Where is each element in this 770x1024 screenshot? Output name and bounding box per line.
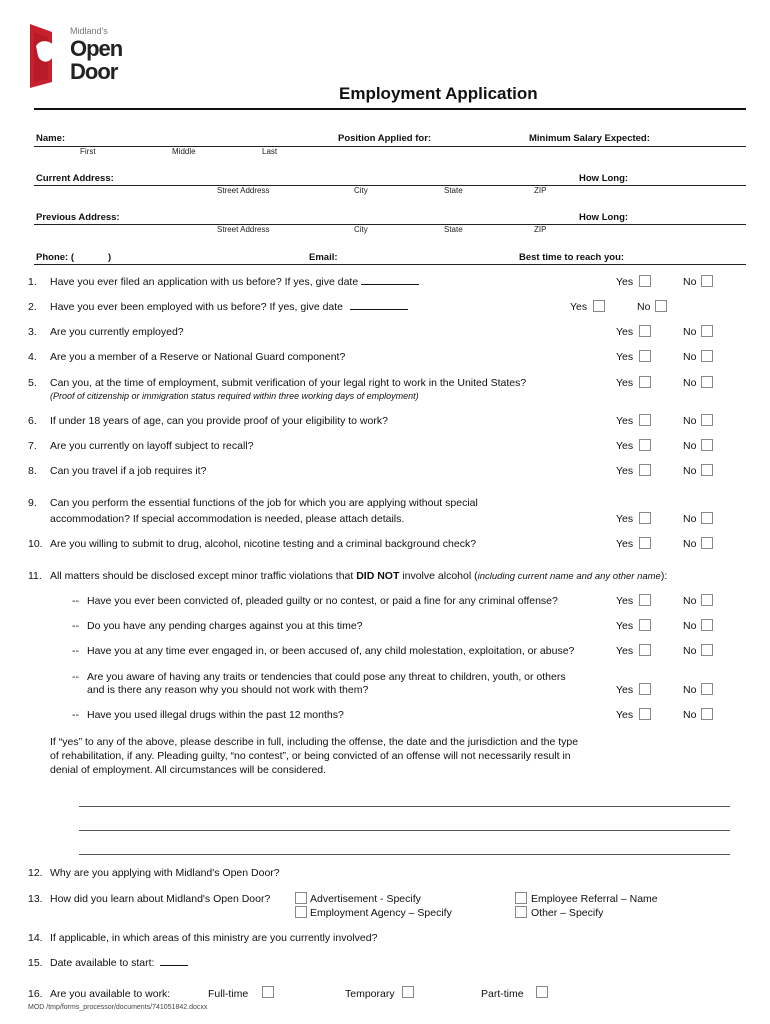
current-address-line[interactable]	[34, 185, 746, 186]
sub1-yes-checkbox[interactable]	[639, 594, 651, 606]
previous-state-caption: State	[444, 225, 463, 234]
q6-number: 6.	[28, 415, 37, 427]
q14-number: 14.	[28, 932, 43, 944]
sub5-text: Have you used illegal drugs within the past 12 months?	[87, 709, 344, 721]
q4-no-checkbox[interactable]	[701, 350, 713, 362]
phone-label: Phone: (	[36, 252, 74, 263]
sub4-text: Are you aware of having any traits or tendencies that could pose any threat to children, youth, or others	[87, 671, 566, 683]
q6-yes-checkbox[interactable]	[639, 414, 651, 426]
q10-yes-checkbox[interactable]	[639, 537, 651, 549]
sub4-yes-checkbox[interactable]	[639, 683, 651, 695]
q5-no-checkbox[interactable]	[701, 376, 713, 388]
sub4-dash: --	[72, 671, 79, 683]
sub1-dash: --	[72, 595, 79, 607]
q4-yes-checkbox[interactable]	[639, 350, 651, 362]
q4-text: Are you a member of a Reserve or National Guard component?	[50, 351, 346, 363]
sub5-dash: --	[72, 709, 79, 721]
q5-yes-checkbox[interactable]	[639, 376, 651, 388]
q16-temporary-label: Temporary	[345, 988, 395, 1000]
q13-other-checkbox[interactable]	[515, 906, 527, 918]
q6-text: If under 18 years of age, can you provide proof of your eligibility to work?	[50, 415, 388, 427]
q11-bold: DID NOT	[356, 570, 400, 582]
logo-small-text: Midland's	[70, 26, 108, 36]
q10-number: 10.	[28, 538, 43, 550]
sub2-yes-checkbox[interactable]	[639, 619, 651, 631]
sub4-text-line2: and is there any reason why you should not work with them?	[87, 684, 369, 696]
q16-parttime-checkbox[interactable]	[536, 986, 548, 998]
sub2-yes-label: Yes	[616, 620, 634, 632]
salary-label: Minimum Salary Expected:	[529, 133, 650, 144]
q3-no-checkbox[interactable]	[701, 325, 713, 337]
position-label: Position Applied for:	[338, 133, 432, 144]
q2-number: 2.	[28, 301, 37, 313]
previous-zip-caption: ZIP	[534, 225, 547, 234]
sub2-no-label: No	[683, 620, 697, 632]
logo-open-text: Open	[70, 36, 123, 61]
q6-no-label: No	[683, 415, 697, 427]
q7-text: Are you currently on layoff subject to recall?	[50, 440, 254, 452]
q13-advertisement-label: Advertisement - Specify	[310, 893, 421, 905]
sub1-text: Have you ever been convicted of, pleaded guilty or no contest, or paid a fine for any criminal offense?	[87, 595, 558, 607]
q8-text: Can you travel if a job requires it?	[50, 465, 207, 477]
q13-referral-checkbox[interactable]	[515, 892, 527, 904]
sub3-dash: --	[72, 645, 79, 657]
q13-advertisement-checkbox[interactable]	[295, 892, 307, 904]
footer-path: MOD /tmp/forms_processor/documents/741051842.docxx	[28, 1004, 208, 1011]
q3-text: Are you currently employed?	[50, 326, 184, 338]
q12-text: Why are you applying with Midland's Open Door?	[50, 867, 280, 879]
sub5-no-checkbox[interactable]	[701, 708, 713, 720]
phone-paren: )	[108, 252, 112, 263]
q12-number: 12.	[28, 867, 43, 879]
q1-number: 1.	[28, 276, 37, 288]
q1-date-blank[interactable]	[361, 284, 419, 285]
sub1-no-checkbox[interactable]	[701, 594, 713, 606]
q16-temporary-checkbox[interactable]	[402, 986, 414, 998]
q15-label: Date available to start:	[50, 957, 155, 969]
q9-number: 9.	[28, 497, 37, 509]
q4-number: 4.	[28, 351, 37, 363]
sub3-no-checkbox[interactable]	[701, 644, 713, 656]
q11-italic: including current name and any other name	[477, 571, 661, 582]
q10-no-checkbox[interactable]	[701, 537, 713, 549]
q8-yes-label: Yes	[616, 465, 634, 477]
previous-street-caption: Street Address	[217, 225, 270, 234]
q16-fulltime-checkbox[interactable]	[262, 986, 274, 998]
q8-yes-checkbox[interactable]	[639, 464, 651, 476]
sub3-yes-label: Yes	[616, 645, 634, 657]
q15-date-blank[interactable]	[160, 965, 188, 966]
explain-answer-line-2[interactable]	[79, 830, 730, 831]
q2-yes-label: Yes	[570, 301, 588, 313]
q3-no-label: No	[683, 326, 697, 338]
q9-yes-checkbox[interactable]	[639, 512, 651, 524]
first-caption: First	[80, 147, 96, 156]
sub3-yes-checkbox[interactable]	[639, 644, 651, 656]
sub5-no-label: No	[683, 709, 697, 721]
name-line[interactable]	[34, 146, 746, 147]
q16-text: Are you available to work:	[50, 988, 171, 1000]
q10-no-label: No	[683, 538, 697, 550]
q9-no-checkbox[interactable]	[701, 512, 713, 524]
q7-yes-label: Yes	[616, 440, 634, 452]
q7-no-label: No	[683, 440, 697, 452]
q1-no-checkbox[interactable]	[701, 275, 713, 287]
sub4-no-label: No	[683, 684, 697, 696]
q13-other-label: Other – Specify	[531, 907, 604, 919]
q11-text	[50, 570, 667, 582]
contact-line[interactable]	[34, 264, 746, 265]
q10-text: Are you willing to submit to drug, alcohol, nicotine testing and a criminal background check?	[50, 538, 477, 550]
q10-yes-label: Yes	[616, 538, 634, 550]
middle-caption: Middle	[172, 147, 196, 156]
sub4-yes-label: Yes	[616, 684, 634, 696]
q11-post: ):	[660, 570, 668, 582]
logo	[30, 24, 140, 88]
q8-no-checkbox[interactable]	[701, 464, 713, 476]
q13-referral-label: Employee Referral – Name	[531, 893, 658, 905]
email-label: Email:	[309, 252, 338, 263]
q13-number: 13.	[28, 893, 43, 905]
q8-no-label: No	[683, 465, 697, 477]
last-caption: Last	[262, 147, 278, 156]
best-time-label: Best time to reach you:	[519, 252, 625, 263]
q3-yes-label: Yes	[616, 326, 634, 338]
q13-agency-label: Employment Agency – Specify	[310, 907, 452, 919]
q11-mid: involve alcohol (	[399, 570, 478, 582]
q9-text-line2: accommodation? If special accommodation is needed, please attach details.	[50, 513, 405, 525]
q5-yes-label: Yes	[616, 377, 634, 389]
q6-no-checkbox[interactable]	[701, 414, 713, 426]
q1-label: Have you ever filed an application with us before? If yes, give date	[50, 276, 359, 288]
explain-line-3: denial of employment. All circumstances will be considered.	[50, 764, 327, 776]
q2-date-blank[interactable]	[350, 309, 408, 310]
q1-yes-label: Yes	[616, 276, 634, 288]
page-title: Employment Application	[339, 84, 538, 103]
q5-no-label: No	[683, 377, 697, 389]
sub5-yes-label: Yes	[616, 709, 634, 721]
sub2-text: Do you have any pending charges against you at this time?	[87, 620, 363, 632]
q5-text: Can you, at the time of employment, submit verification of your legal right to work in the United States?	[50, 377, 527, 389]
explain-answer-line-1[interactable]	[79, 806, 730, 807]
previous-address-label: Previous Address:	[36, 212, 120, 223]
q2-no-label: No	[637, 301, 651, 313]
current-street-caption: Street Address	[217, 186, 270, 195]
q8-number: 8.	[28, 465, 37, 477]
q9-text: Can you perform the essential functions of the job for which you are applying without special	[50, 497, 478, 509]
q9-no-label: No	[683, 513, 697, 525]
current-how-long-label: How Long:	[579, 173, 629, 184]
q11-pre: All matters should be disclosed except minor traffic violations that	[50, 570, 357, 582]
q2-no-checkbox[interactable]	[655, 300, 667, 312]
q16-number: 16.	[28, 988, 43, 1000]
q3-yes-checkbox[interactable]	[639, 325, 651, 337]
q15-text	[50, 957, 188, 969]
explain-answer-line-3[interactable]	[79, 854, 730, 855]
sub3-text: Have you at any time ever engaged in, or been accused of, any child molestation, exploitation, or abuse?	[87, 645, 575, 657]
previous-city-caption: City	[354, 225, 368, 234]
q3-number: 3.	[28, 326, 37, 338]
q4-yes-label: Yes	[616, 351, 634, 363]
title-rule	[34, 108, 746, 110]
q7-no-checkbox[interactable]	[701, 439, 713, 451]
previous-address-line[interactable]	[34, 224, 746, 225]
q9-yes-label: Yes	[616, 513, 634, 525]
q4-no-label: No	[683, 351, 697, 363]
sub2-no-checkbox[interactable]	[701, 619, 713, 631]
q2-text	[50, 301, 408, 313]
sub3-no-label: No	[683, 645, 697, 657]
q5-number: 5.	[28, 377, 37, 389]
current-address-label: Current Address:	[36, 173, 114, 184]
sub4-no-checkbox[interactable]	[701, 683, 713, 695]
q6-yes-label: Yes	[616, 415, 634, 427]
q11-number: 11.	[28, 570, 42, 582]
q1-no-label: No	[683, 276, 697, 288]
q1-text	[50, 276, 419, 288]
current-city-caption: City	[354, 186, 368, 195]
q2-label: Have you ever been employed with us before? If yes, give date	[50, 301, 344, 313]
sub2-dash: --	[72, 620, 79, 632]
name-label: Name:	[36, 133, 66, 144]
q16-fulltime-label: Full-time	[208, 988, 249, 1000]
current-state-caption: State	[444, 186, 463, 195]
q7-yes-checkbox[interactable]	[639, 439, 651, 451]
q16-parttime-label: Part-time	[481, 988, 524, 1000]
logo-door-text: Door	[70, 59, 118, 84]
current-zip-caption: ZIP	[534, 186, 547, 195]
sub1-no-label: No	[683, 595, 697, 607]
q7-number: 7.	[28, 440, 37, 452]
q13-text: How did you learn about Midland's Open Door?	[50, 893, 271, 905]
previous-how-long-label: How Long:	[579, 212, 629, 223]
q15-number: 15.	[28, 957, 43, 969]
explain-line-1: If “yes” to any of the above, please describe in full, including the offense, the date and the jurisdiction and the type	[50, 736, 579, 748]
q2-yes-checkbox[interactable]	[593, 300, 605, 312]
q13-agency-checkbox[interactable]	[295, 906, 307, 918]
q1-yes-checkbox[interactable]	[639, 275, 651, 287]
q14-text: If applicable, in which areas of this ministry are you currently involved?	[50, 932, 378, 944]
sub1-yes-label: Yes	[616, 595, 634, 607]
q5-note: (Proof of citizenship or immigration status required within three working days of employment)	[50, 391, 419, 401]
sub5-yes-checkbox[interactable]	[639, 708, 651, 720]
explain-line-2: of rehabilitation, if any. Pleading guilty, “no contest”, or being convicted of an offense will not necessarily result in	[50, 750, 571, 762]
